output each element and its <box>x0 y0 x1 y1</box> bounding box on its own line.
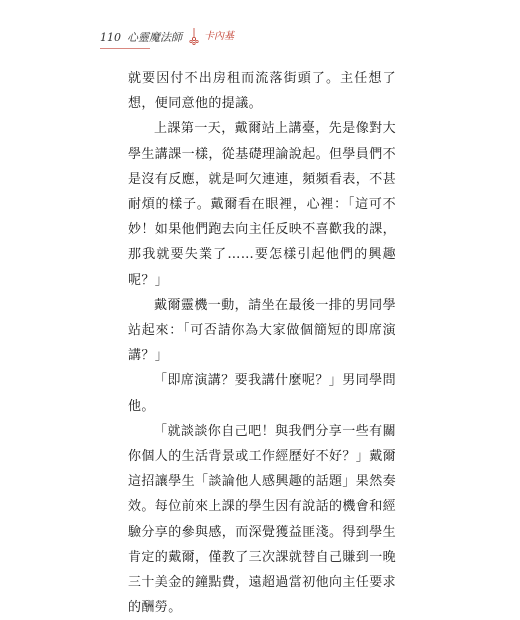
paragraph: 上課第一天，戴爾站上講臺，先是像對大學生講課一樣，從基礎理論說起。但學員們不是沒有反應，就是呵欠連連，頻頻看表，不甚耐煩的樣子。戴爾看在眼裡，心裡：「這可不妙！如果他們跑去向主任反映不喜歡我的課，那我就要失業了……要怎樣引起他們的興趣呢？」 <box>128 121 397 288</box>
paragraph: 戴爾靈機一動，請坐在最後一排的男同學站起來：「可否請你為大家做個簡短的即席演講？」 <box>128 297 396 364</box>
running-header <box>100 28 234 46</box>
body-text <box>128 66 396 620</box>
author-name: 卡內基 <box>204 31 234 42</box>
paragraph: 「即席演講？要我講什麼呢？」男同學問他。 <box>128 373 396 414</box>
paragraph: 「就談談你自己吧！與我們分享一些有關你個人的生活背景或工作經歷好不好？」戴爾這招讓學生「談論他人感興趣的話題」果然奏效。每位前來上課的學生因有說話的機會和經驗分享的參與感，而深覺獲益匪淺。得到學生肯定的戴爾，僅教了三次課就替自己賺到一晚三十美金的鐘點費，遠超過當初他向主任要求的酬勞。 <box>128 423 397 616</box>
flower-ornament-icon <box>188 28 200 46</box>
paragraph-continuation: 就要因付不出房租而流落街頭了。主任想了想，便同意他的提議。 <box>128 71 396 112</box>
header-divider <box>100 48 150 49</box>
book-title: 心靈魔法師 <box>127 30 182 44</box>
page-number: 110 <box>100 30 121 44</box>
